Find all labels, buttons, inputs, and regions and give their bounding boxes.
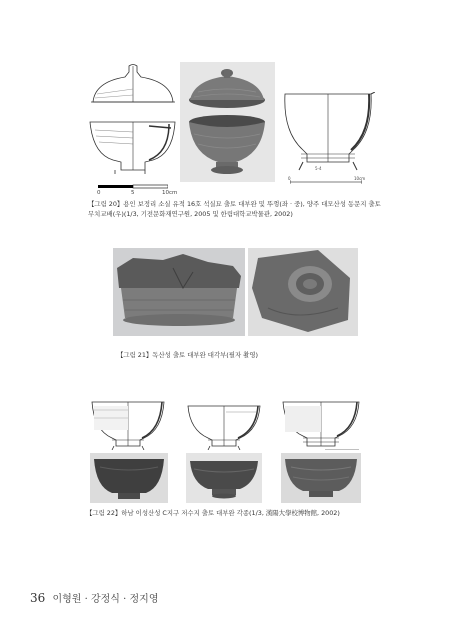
fig20-caption-line1: 【그림 20】용인 보정리 소실 유적 16호 석실묘 출토 대부완 및 뚜껑(좌 · 중), 양주 대모산성 동문지 출토 xyxy=(88,200,381,208)
fig20-scale-label-5: 5 xyxy=(131,190,135,196)
fig20-scale-right-label-0: 0 xyxy=(288,176,291,181)
fig20-drawing-lidded-bowl xyxy=(85,62,180,182)
page-footer xyxy=(30,590,158,605)
fig20-photo-lidded-bowl xyxy=(180,62,275,182)
fig22-photo-bowl-3 xyxy=(281,453,361,503)
fig21-photo-bowl-base-bottom xyxy=(248,248,358,336)
fig22-drawing-bowl-1 xyxy=(90,400,166,450)
fig22-photo-bowl-1 xyxy=(90,453,168,503)
fig22-drawing-bowl-3 xyxy=(281,398,361,450)
fig22-photo-bowl-2 xyxy=(186,453,262,503)
svg-text:5-4: 5-4 xyxy=(315,166,322,171)
fig22-caption: 【그림 22】하남 이성산성 C지구 저수지 출토 대부완 각종(1/3, 漢陽大學校博物館, 2002) xyxy=(86,509,340,517)
fig20-scale-bar-right xyxy=(290,180,362,185)
fig21-photo-bowl-base-side xyxy=(113,248,245,336)
fig22-drawing-bowl-2 xyxy=(186,404,262,450)
fig21-caption: 【그림 21】독산성 출토 대부완 대각부(필자 촬영) xyxy=(117,351,259,359)
fig20-scale-label-10cm: 10cm xyxy=(162,190,178,196)
fig20-caption-line2: 무치교배(우)(1/3, 기전문화재연구원, 2005 및 한림대학교박물관, 2002) xyxy=(88,210,293,218)
page-number: 36 xyxy=(30,591,46,605)
fig20-drawing-large-bowl xyxy=(283,92,375,172)
fig20-scale-label-0: 0 xyxy=(97,190,101,196)
fig20-scale-right-label-10cm: 10cm xyxy=(354,176,366,181)
footer-authors: 이형원 · 강정식 · 정지영 xyxy=(52,594,159,605)
